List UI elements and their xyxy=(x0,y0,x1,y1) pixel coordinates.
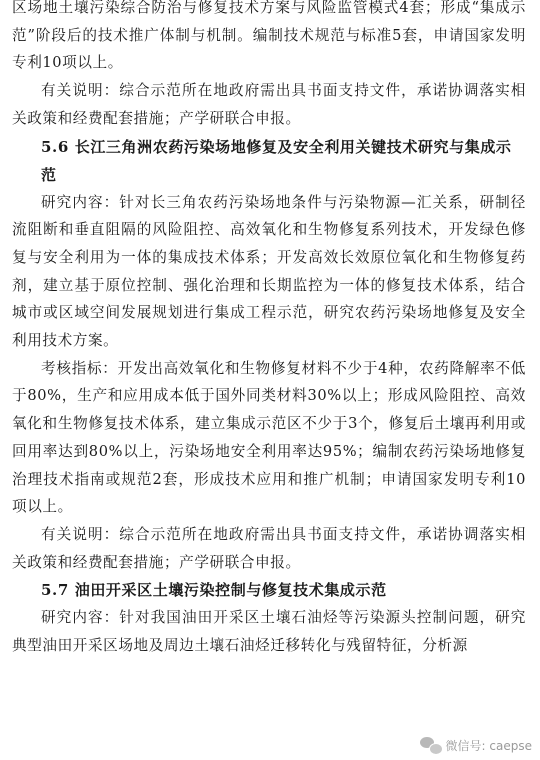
paragraph-continued: 区场地土壤污染综合防治与修复技术方案与风险监管模式4套；形成“集成示范”阶段后的技术推广体制与机制。编制技术规范与标准5套，申请国家发明专利10项以上。 xyxy=(12,0,526,72)
section-heading-5-7: 5.7 油田开采区土壤污染控制与修复技术集成示范 xyxy=(41,581,387,600)
section-heading-5-6: 5.6 长江三角洲农药污染场地修复及安全利用关键技术研究与集成示范 xyxy=(41,137,512,184)
paragraph-note: 有关说明：综合示范所在地政府需出具书面支持文件，承诺协调落实相关政策和经费配套措施；产学研联合申报。 xyxy=(12,525,526,571)
paragraph-research-content: 研究内容：针对长三角农药污染场地条件与污染物源—汇关系，研制径流阻断和垂直阻隔的风险阻控、高效氧化和生物修复系列技术，开发绿色修复与安全利用为一体的集成技术体系；开发高效长效原位氧化和生物修复药剂，建立基于原位控制、强化治理和长期监控为一体的修复技术体系，结合城市或区域空间发展规划进行集成工程示范，研究农药污染场地修复及安全利用技术方案。 xyxy=(12,193,526,350)
paragraph-assessment-indicators: 考核指标：开发出高效氧化和生物修复材料不少于4种，农药降解率不低于80%，生产和应用成本低于国外同类材料30%以上；形成风险阻控、高效氧化和生物修复技术体系，建立集成示范区不少于3个，修复后土壤再利用或回用率达到80%以上，污染场地安全利用率达95%；编制农药污染场地修复治理技术指南或规范2套，形成技术应用和推广机制；申请国家发明专利10项以上。 xyxy=(12,359,526,516)
wechat-icon xyxy=(420,736,442,754)
wechat-watermark xyxy=(420,736,532,754)
paragraph-research-content: 研究内容：针对我国油田开采区土壤石油烃等污染源头控制问题，研究典型油田开采区场地及周边土壤石油烃迁移转化与残留特征，分析源 xyxy=(12,609,526,655)
watermark-text: 微信号: caepse xyxy=(445,738,532,753)
paragraph-note: 有关说明：综合示范所在地政府需出具书面支持文件，承诺协调落实相关政策和经费配套措施；产学研联合申报。 xyxy=(12,82,526,127)
